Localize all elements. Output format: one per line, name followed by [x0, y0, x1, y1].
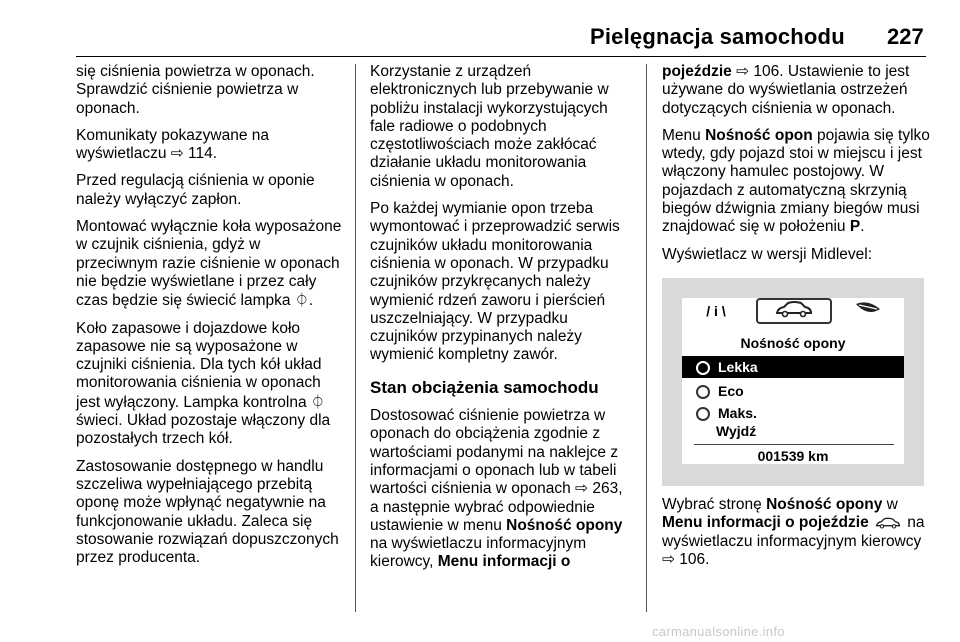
column-divider — [646, 64, 647, 612]
paragraph: Komunikaty pokazywane na wyświetlaczu ⇨ 114. — [76, 126, 270, 163]
option-max: Maks. — [682, 402, 904, 424]
column-right — [662, 63, 930, 578]
display-illustration — [662, 278, 924, 486]
watermark: carmanualsonline.info — [652, 624, 785, 639]
column-middle — [370, 63, 632, 581]
header-divider — [76, 56, 926, 57]
car-icon — [774, 300, 814, 318]
option-light: Lekka — [682, 356, 904, 378]
page-number: 227 — [887, 24, 924, 49]
paragraph: pojeździe ⇨ 106. Ustawienie to jest używane do wyświetlania ostrzeżeń dotyczących ciśnienia w oponach. — [662, 63, 910, 117]
tire-pressure-lamp-icon: ⏀ — [310, 393, 325, 410]
paragraph: się ciśnienia powietrza w oponach. Sprawdzić ciśnienie powietrza w oponach. — [76, 63, 315, 117]
car-icon — [873, 517, 903, 529]
option-exit: Wyjdź — [716, 422, 757, 439]
paragraph: Korzystanie z urządzeń elektronicznych lub przebywanie w pobliżu instalacji wykorzystujących fale radiowe o podobnych częstotliwościach może zakłócać działanie układu monitorowania ciśnienia w oponach. — [370, 63, 609, 190]
column-divider — [355, 64, 356, 612]
paragraph: Zastosowanie dostępnego w handlu szczeliwa wypełniającego przebitą oponę może wpłynąć negatywnie na funkcjonowanie układu. Zaleca się stosowanie rozwiązań dopuszczonych przez producenta. — [76, 457, 339, 567]
tab-trip-info: / i \ — [706, 302, 726, 319]
tire-pressure-lamp-icon: ⏀ — [294, 292, 309, 309]
radio-icon — [696, 385, 710, 399]
paragraph: Wyświetlacz w wersji Midlevel: — [662, 245, 873, 263]
paragraph: Dostosować ciśnienie powietrza w oponach do obciążenia zgodnie z wartościami podanymi na naklejce z informacjami o oponach lub w tabeli wartości ciśnienia w oponach ⇨ 263, a następnie wybrać odpowiednie ustawienie w menu Nośność opony na wyświetlaczu informacyjnym kierowcy, Menu informacji o — [370, 407, 623, 571]
column-left — [76, 63, 346, 576]
display-tabs — [682, 298, 904, 326]
display-title: Nośność opony — [740, 334, 846, 351]
tab-eco — [848, 300, 888, 322]
paragraph: Wybrać stronę Nośność opony w Menu informacji o pojeździe na wyświetlaczu informacyjnym kierowcy ⇨ 106. — [662, 495, 925, 568]
radio-icon — [696, 361, 710, 375]
paragraph: Po każdej wymianie opon trzeba wymontować i przeprowadzić serwis czujników układu monitorowania ciśnienia w oponach. W przypadku czujników przykręcanych należy wymienić rdzeń zaworu i pierścień uszczelniający. W przypadku czujników przypinanych należy wymienić kompletny zawór. — [370, 200, 620, 364]
section-heading: Stan obciążenia samochodu — [370, 377, 599, 397]
page-title: Pielęgnacja samochodu — [590, 24, 845, 49]
display-screen — [682, 298, 904, 464]
paragraph: Koło zapasowe i dojazdowe koło zapasowe nie są wyposażone w czujniki ciśnienia. Dla tych kół układ monitorowania ciśnienia w oponach jest wyłączony. Lampka kontrolna ⏀ świeci. Układ pozostaje włączony dla pozostałych trzech kół. — [76, 319, 331, 448]
leaf-icon — [853, 300, 883, 316]
paragraph: Przed regulacją ciśnienia w oponie należy wyłączyć zapłon. — [76, 172, 315, 208]
display-divider — [694, 444, 894, 445]
paragraph: Montować wyłącznie koła wyposażone w czujnik ciśnienia, gdyż w przeciwnym razie ciśnienie w oponach nie będzie wyświetlane i przez cały czas będzie się świecić lampka ⏀. — [76, 218, 342, 310]
tab-vehicle-info — [756, 298, 832, 324]
paragraph: Menu Nośność opon pojawia się tylko wtedy, gdy pojazd stoi w miejscu i jest włączony hamulec postojowy. W pojazdach z automatyczną skrzynią biegów dźwignia zmiany biegów musi znajdować się w położeniu P. — [662, 126, 930, 236]
option-eco: Eco — [682, 380, 904, 402]
radio-icon — [696, 407, 710, 421]
page-header — [0, 0, 960, 56]
odometer: 001539 km — [757, 447, 829, 464]
